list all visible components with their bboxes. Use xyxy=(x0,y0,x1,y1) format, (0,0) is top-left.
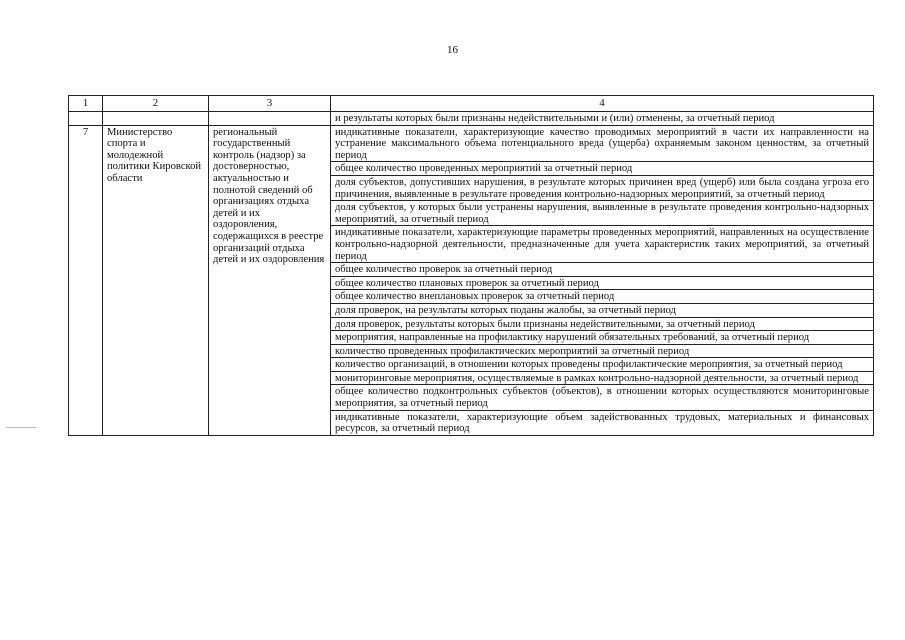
page-number: 16 xyxy=(447,44,458,56)
continuation-cell-3 xyxy=(209,112,331,126)
continuation-cell-1 xyxy=(69,112,103,126)
column-header-3: 3 xyxy=(209,96,331,112)
indicator-cell: общее количество внеплановых проверок за отчетный период xyxy=(331,290,874,304)
indicator-cell: общее количество плановых проверок за отчетный период xyxy=(331,276,874,290)
indicators-table xyxy=(68,95,874,436)
table-row xyxy=(69,125,874,162)
indicator-cell: доля субъектов, допустивших нарушения, в результате которых причинен вред (ущерб) или была создана угроза его причинения, выявленные в результате проведения контрольно-надзорных мероприятий, за отчетный период xyxy=(331,175,874,200)
indicator-cell: количество проведенных профилактических мероприятий за отчетный период xyxy=(331,344,874,358)
continuation-indicator: и результаты которых были признаны недействительными и (или) отменены, за отчетный период xyxy=(331,112,874,126)
indicator-cell: мероприятия, направленные на профилактику нарушений обязательных требований, за отчетный период xyxy=(331,331,874,345)
control-type: региональный государственный контроль (надзор) за достоверностью, актуальностью и полнотой сведений об организациях отдыха детей и их оздоровления, содержащихся в реестре организаций отдыха детей и их оздоровления xyxy=(209,125,331,435)
continuation-cell-2 xyxy=(103,112,209,126)
indicator-cell: индикативные показатели, характеризующие качество проводимых мероприятий в части их направленности на устранение максимального объема потенциального вреда (ущерба) охраняемым законом ценностям, за отчетный период xyxy=(331,125,874,162)
indicator-cell: общее количество проведенных мероприятий за отчетный период xyxy=(331,162,874,176)
indicator-cell: доля проверок, на результаты которых поданы жалобы, за отчетный период xyxy=(331,303,874,317)
indicator-cell: индикативные показатели, характеризующие параметры проведенных мероприятий, направленных на осуществление контрольно-надзорной деятельности, предназначенные для учета характеристик таких мероприятий, за отчетный период xyxy=(331,226,874,263)
column-header-4: 4 xyxy=(331,96,874,112)
indicator-cell: доля проверок, результаты которых были признаны недействительными, за отчетный период xyxy=(331,317,874,331)
column-header-1: 1 xyxy=(69,96,103,112)
indicator-cell: доля субъектов, у которых были устранены нарушения, выявленные в результате проведения контрольно-надзорных мероприятий, за отчетный период xyxy=(331,201,874,226)
row-number: 7 xyxy=(69,125,103,435)
indicator-cell: общее количество проверок за отчетный период xyxy=(331,263,874,277)
table-header-row xyxy=(69,96,874,112)
indicator-cell: общее количество подконтрольных субъектов (объектов), в отношении которых осуществляются мониторинговые мероприятия, за отчетный период xyxy=(331,385,874,410)
column-header-2: 2 xyxy=(103,96,209,112)
continuation-row xyxy=(69,112,874,126)
organization-name: Министерство спорта и молодежной политики Кировской области xyxy=(103,125,209,435)
indicator-cell: мониторинговые мероприятия, осуществляемые в рамках контрольно-надзорной деятельности, за отчетный период xyxy=(331,371,874,385)
scan-mark-left xyxy=(6,427,36,428)
indicator-cell: индикативные показатели, характеризующие объем задействованных трудовых, материальных и финансовых ресурсов, за отчетный период xyxy=(331,410,874,435)
indicator-cell: количество организаций, в отношении которых проведены профилактические мероприятия, за отчетный период xyxy=(331,358,874,372)
